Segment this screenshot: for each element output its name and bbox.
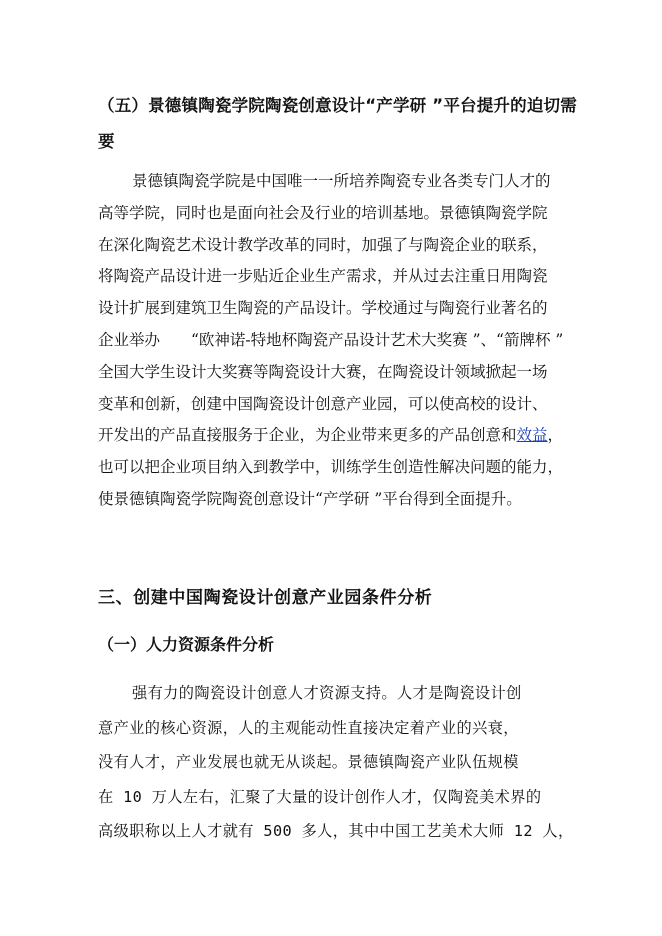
paragraph-line: 意产业的核心资源，人的主观能动性直接决定着产业的兴衰， bbox=[98, 718, 519, 737]
paragraph-line: 在深化陶瓷艺术设计教学改革的同时，加强了与陶瓷企业的联系， bbox=[98, 235, 548, 254]
paragraph-line: 强有力的陶瓷设计创意人才资源支持。人才是陶瓷设计创 bbox=[132, 684, 522, 702]
heading-line-2: 要 bbox=[98, 132, 115, 151]
section-title-3: 三、创建中国陶瓷设计创意产业园条件分析 bbox=[98, 588, 433, 608]
paragraph-human-resources bbox=[98, 676, 574, 849]
paragraph-line: 设计扩展到建筑卫生陶瓷的产品设计。学校通过与陶瓷行业著名的 bbox=[98, 299, 548, 318]
paragraph-university bbox=[98, 166, 568, 516]
paragraph-line: 企业举办 “欧神诺-特地杯陶瓷产品设计艺术大奖赛 ”、“箭牌杯 ” bbox=[98, 330, 564, 349]
paragraph-text: ， bbox=[547, 426, 564, 445]
paragraph-line: 在 10 万人左右，汇聚了大量的设计创作人才，仅陶瓷美术界的 bbox=[98, 787, 542, 806]
heading-section-5 bbox=[98, 88, 578, 160]
paragraph-line-with-link bbox=[98, 420, 568, 452]
paragraph-line: 使景德镇陶瓷学院陶瓷创意设计“产学研 ”平台得到全面提升。 bbox=[98, 489, 522, 508]
paragraph-line: 景德镇陶瓷学院是中国唯一一所培养陶瓷专业各类专门人才的 bbox=[132, 172, 551, 190]
paragraph-line: 全国大学生设计大奖赛等陶瓷设计大赛，在陶瓷设计领域掀起一场 bbox=[98, 362, 548, 381]
heading-line-1: （五）景德镇陶瓷学院陶瓷创意设计“产学研 ”平台提升的迫切需 bbox=[98, 96, 577, 115]
paragraph-text: 开发出的产品直接服务于企业，为企业带来更多的产品创意和 bbox=[98, 426, 517, 445]
benefit-link[interactable]: 效益 bbox=[516, 426, 548, 445]
paragraph-line: 高级职称以上人才就有 500 多人，其中中国工艺美术大师 12 人， bbox=[98, 822, 574, 841]
paragraph-line: 变革和创新，创建中国陶瓷设计创意产业园，可以使高校的设计、 bbox=[98, 394, 548, 413]
paragraph-line: 高等学院，同时也是面向社会及行业的培训基地。景德镇陶瓷学院 bbox=[98, 203, 548, 222]
paragraph-line: 没有人才，产业发展也就无从谈起。景德镇陶瓷产业队伍规模 bbox=[98, 753, 519, 772]
paragraph-line: 将陶瓷产品设计进一步贴近企业生产需求，并从过去注重日用陶瓷 bbox=[98, 267, 548, 286]
paragraph-line: 也可以把企业项目纳入到教学中，训练学生创造性解决问题的能力， bbox=[98, 458, 564, 477]
subsection-title-1: （一）人力资源条件分析 bbox=[98, 635, 275, 654]
